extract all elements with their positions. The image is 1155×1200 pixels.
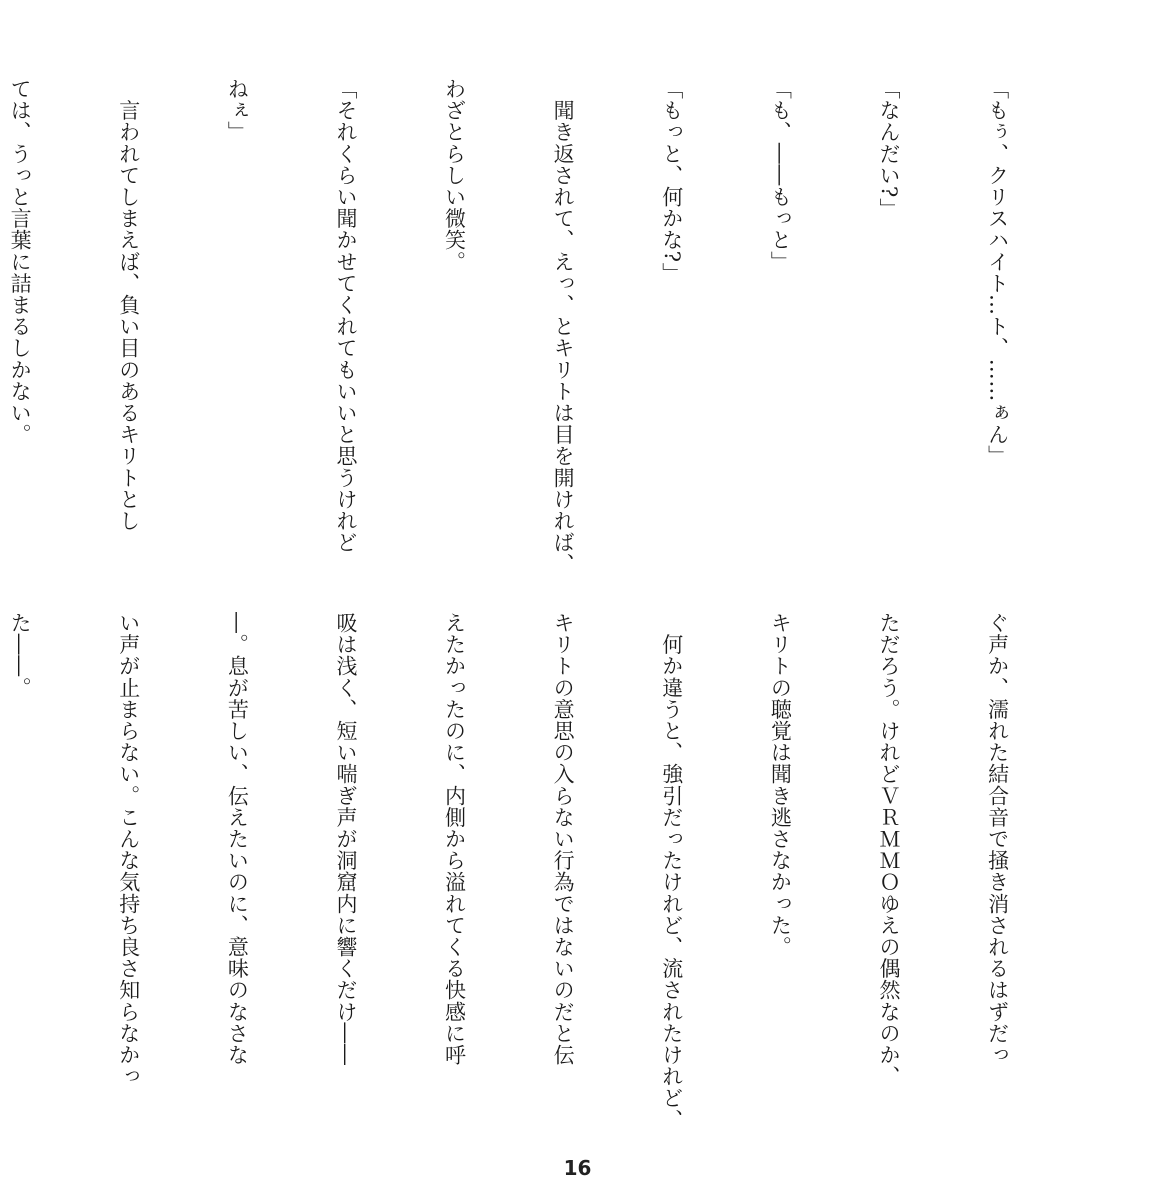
text-block-top xyxy=(8,78,1088,583)
text-line: ては、うっと言葉に詰まるしかない。 xyxy=(8,78,33,446)
text-line: た――。 xyxy=(8,612,33,699)
text-line: ぐ声か、濡れた結合音で掻き消されるはずだっ xyxy=(985,612,1010,1066)
page-number: 16 xyxy=(563,1156,592,1180)
text-line: キリトの意思の入らない行為ではないのだと伝 xyxy=(551,612,576,1066)
text-line: ねぇ」 xyxy=(225,78,250,143)
text-line: 「もぅ、クリスハイト…ト、……ぁん」 xyxy=(985,78,1010,467)
text-line: い声が止まらない。こんな気持ち良さ知らなかっ xyxy=(116,612,141,1088)
text-line: 「それくらい聞かせてくれてもいいと思うけれど xyxy=(333,78,358,554)
text-line: 「なんだい?」 xyxy=(876,78,901,220)
text-line: キリトの聴覚は聞き逃さなかった。 xyxy=(768,612,793,958)
text-block-bottom xyxy=(8,612,1088,1131)
text-line: 何か違うと、強引だったけれど、流されたけれど、 xyxy=(659,612,684,1131)
text-line: 言われてしまえば、負い目のあるキリトとし xyxy=(116,78,141,532)
text-line: えたかったのに、内側から溢れてくる快感に呼 xyxy=(442,612,467,1066)
text-line: ただろう。けれどＶＲＭＭＯゆえの偶然なのか、 xyxy=(876,612,901,1088)
text-line: わざとらしい微笑。 xyxy=(442,78,467,273)
text-line: ―。息が苦しい、伝えたいのに、意味のなさな xyxy=(225,612,250,1066)
text-line: 「も、――もっと」 xyxy=(768,78,793,273)
text-line: 「もっと、何かな?」 xyxy=(659,78,684,285)
text-line: 吸は浅く、短い喘ぎ声が洞窟内に響くだけ―― xyxy=(333,612,358,1066)
text-line: 聞き返されて、えっ、とキリトは目を開ければ、 xyxy=(551,78,576,575)
